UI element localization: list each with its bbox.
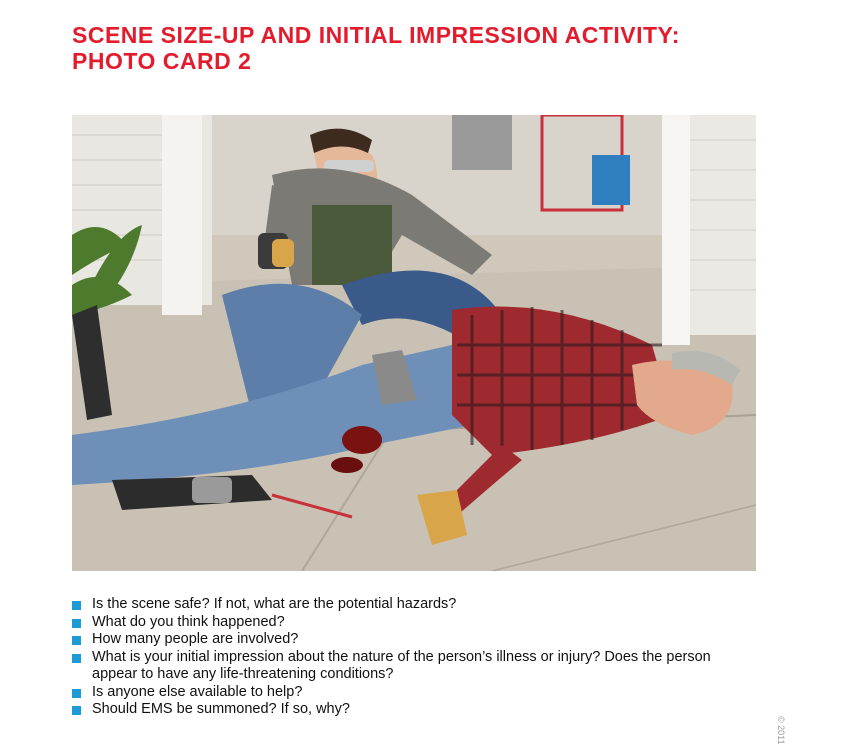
question-list [72,596,732,719]
list-item [72,631,732,649]
question-text: Should EMS be summoned? If so, why? [92,701,350,717]
question-text: What do you think happened? [92,613,285,630]
square-bullet-icon [72,601,81,610]
question-text: Is the scene safe? If not, what are the potential hazards? [92,596,457,612]
square-bullet-icon [72,706,81,715]
list-item [72,614,732,632]
question-text: Is anyone else available to help? [92,683,303,700]
square-bullet-icon [72,689,81,698]
question-text: What is your initial impression about the nature of the person’s illness or injury? Does the person appear to have any life-threatening conditions? [92,648,711,682]
list-item [72,649,732,684]
list-item [72,684,732,702]
title-line-2: PHOTO CARD 2 [72,48,252,74]
scene-photo [72,115,756,571]
square-bullet-icon [72,619,81,628]
page-title [72,22,680,74]
list-item [72,701,732,719]
title-line-1: SCENE SIZE-UP AND INITIAL IMPRESSION ACTIVITY: [72,22,680,48]
square-bullet-icon [72,636,81,645]
injured-man-saw-photo-icon [72,115,756,571]
question-text: How many people are involved? [92,631,299,647]
copyright-notice: © 2011 [776,716,786,745]
square-bullet-icon [72,654,81,663]
list-item [72,596,732,614]
